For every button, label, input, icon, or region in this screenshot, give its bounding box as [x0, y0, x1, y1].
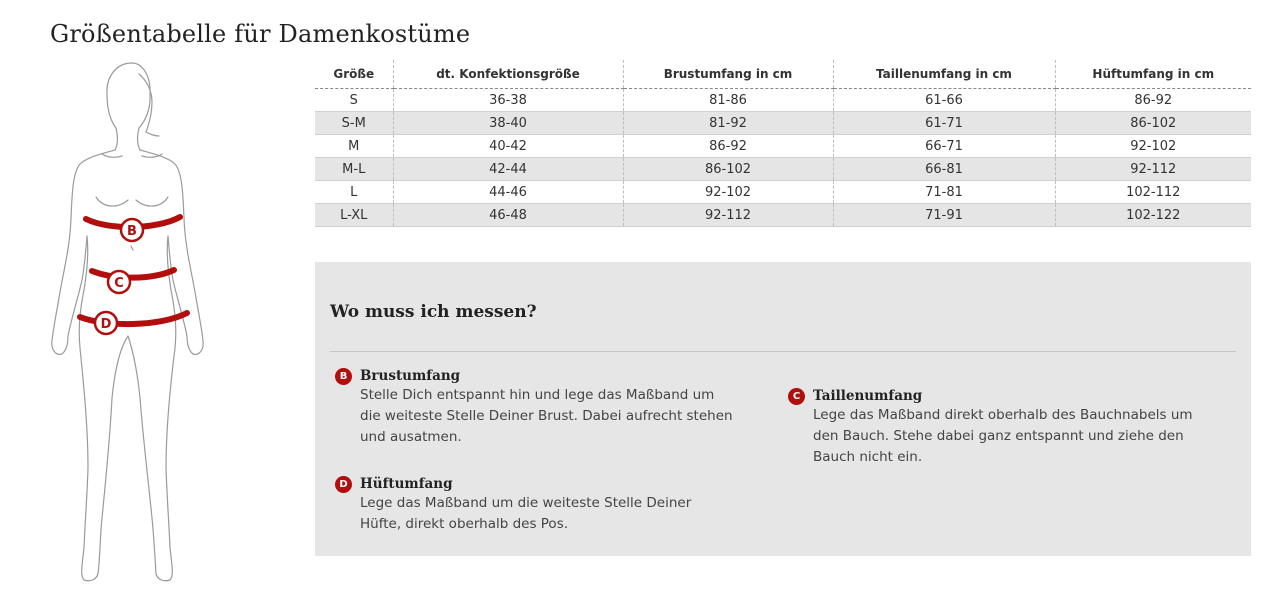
page-title: Größentabelle für Damenkostüme — [50, 20, 471, 48]
header-bust: Brustumfang in cm — [623, 60, 833, 89]
cell-size: S-M — [315, 112, 393, 135]
cell-bust: 86-92 — [623, 135, 833, 158]
navel-line — [131, 246, 133, 250]
measure-item-bust — [335, 364, 735, 448]
marker-b-icon — [121, 219, 143, 241]
cell-waist: 71-91 — [833, 204, 1055, 227]
cell-german-size: 44-46 — [393, 181, 623, 204]
cell-bust: 86-102 — [623, 158, 833, 181]
marker-c-label: C — [114, 276, 124, 291]
cell-hip: 92-112 — [1055, 158, 1251, 181]
badge-d-icon: D — [335, 476, 352, 493]
measuring-guide-title: Wo muss ich messen? — [330, 302, 537, 322]
cell-bust: 92-102 — [623, 181, 833, 204]
table-row — [315, 204, 1251, 227]
waist-band — [92, 270, 174, 278]
cell-size: M-L — [315, 158, 393, 181]
measure-item-name: Taillenumfang — [813, 388, 923, 404]
cell-german-size: 36-38 — [393, 89, 623, 112]
measuring-guide-divider — [330, 351, 1236, 352]
badge-b-icon: B — [335, 368, 352, 385]
cell-german-size: 38-40 — [393, 112, 623, 135]
cell-size: L — [315, 181, 393, 204]
cell-waist: 61-71 — [833, 112, 1055, 135]
measure-item-name: Brustumfang — [360, 368, 461, 384]
shoulder-line — [102, 154, 162, 157]
measure-item-name: Hüftumfang — [360, 476, 453, 492]
cell-hip: 86-92 — [1055, 89, 1251, 112]
cell-hip: 102-122 — [1055, 204, 1251, 227]
cell-size: S — [315, 89, 393, 112]
cell-waist: 66-71 — [833, 135, 1055, 158]
table-row — [315, 112, 1251, 135]
header-german-size: dt. Konfektionsgröße — [393, 60, 623, 89]
measure-item-text: Lege das Maßband um die weiteste Stelle Deiner Hüfte, direkt oberhalb des Pos. — [360, 495, 692, 532]
cell-size: L-XL — [315, 204, 393, 227]
cell-german-size: 46-48 — [393, 204, 623, 227]
cell-hip: 86-102 — [1055, 112, 1251, 135]
marker-d-icon — [95, 312, 117, 334]
cell-bust: 81-92 — [623, 112, 833, 135]
cell-waist: 61-66 — [833, 89, 1055, 112]
measure-item-text: Lege das Maßband direkt oberhalb des Bauchnabels um den Bauch. Stehe dabei ganz entspannt und ziehe den Bauch nicht ein. — [813, 407, 1193, 465]
table-header-row — [315, 60, 1251, 89]
marker-b-label: B — [127, 224, 137, 239]
cell-hip: 102-112 — [1055, 181, 1251, 204]
bust-line — [96, 197, 168, 206]
marker-d-label: D — [100, 317, 112, 332]
measure-item-hip — [335, 472, 735, 535]
cell-german-size: 42-44 — [393, 158, 623, 181]
cell-bust: 92-112 — [623, 204, 833, 227]
header-size: Größe — [315, 60, 393, 89]
measure-item-text: Stelle Dich entspannt hin und lege das Maßband um die weiteste Stelle Deiner Brust. Dabei aufrecht stehen und ausatmen. — [360, 387, 733, 445]
table-row — [315, 89, 1251, 112]
cell-german-size: 40-42 — [393, 135, 623, 158]
cell-size: M — [315, 135, 393, 158]
marker-c-icon — [108, 271, 130, 293]
cell-waist: 71-81 — [833, 181, 1055, 204]
table-row — [315, 181, 1251, 204]
header-waist: Taillenumfang in cm — [833, 60, 1055, 89]
cell-waist: 66-81 — [833, 158, 1055, 181]
header-hip: Hüftumfang in cm — [1055, 60, 1251, 89]
cell-hip: 92-102 — [1055, 135, 1251, 158]
badge-c-icon: C — [788, 388, 805, 405]
table-row — [315, 135, 1251, 158]
size-table — [315, 60, 1251, 227]
table-row — [315, 158, 1251, 181]
measure-item-waist — [788, 384, 1198, 468]
body-silhouette-figure — [40, 58, 225, 588]
cell-bust: 81-86 — [623, 89, 833, 112]
measuring-guide-panel — [315, 262, 1251, 556]
